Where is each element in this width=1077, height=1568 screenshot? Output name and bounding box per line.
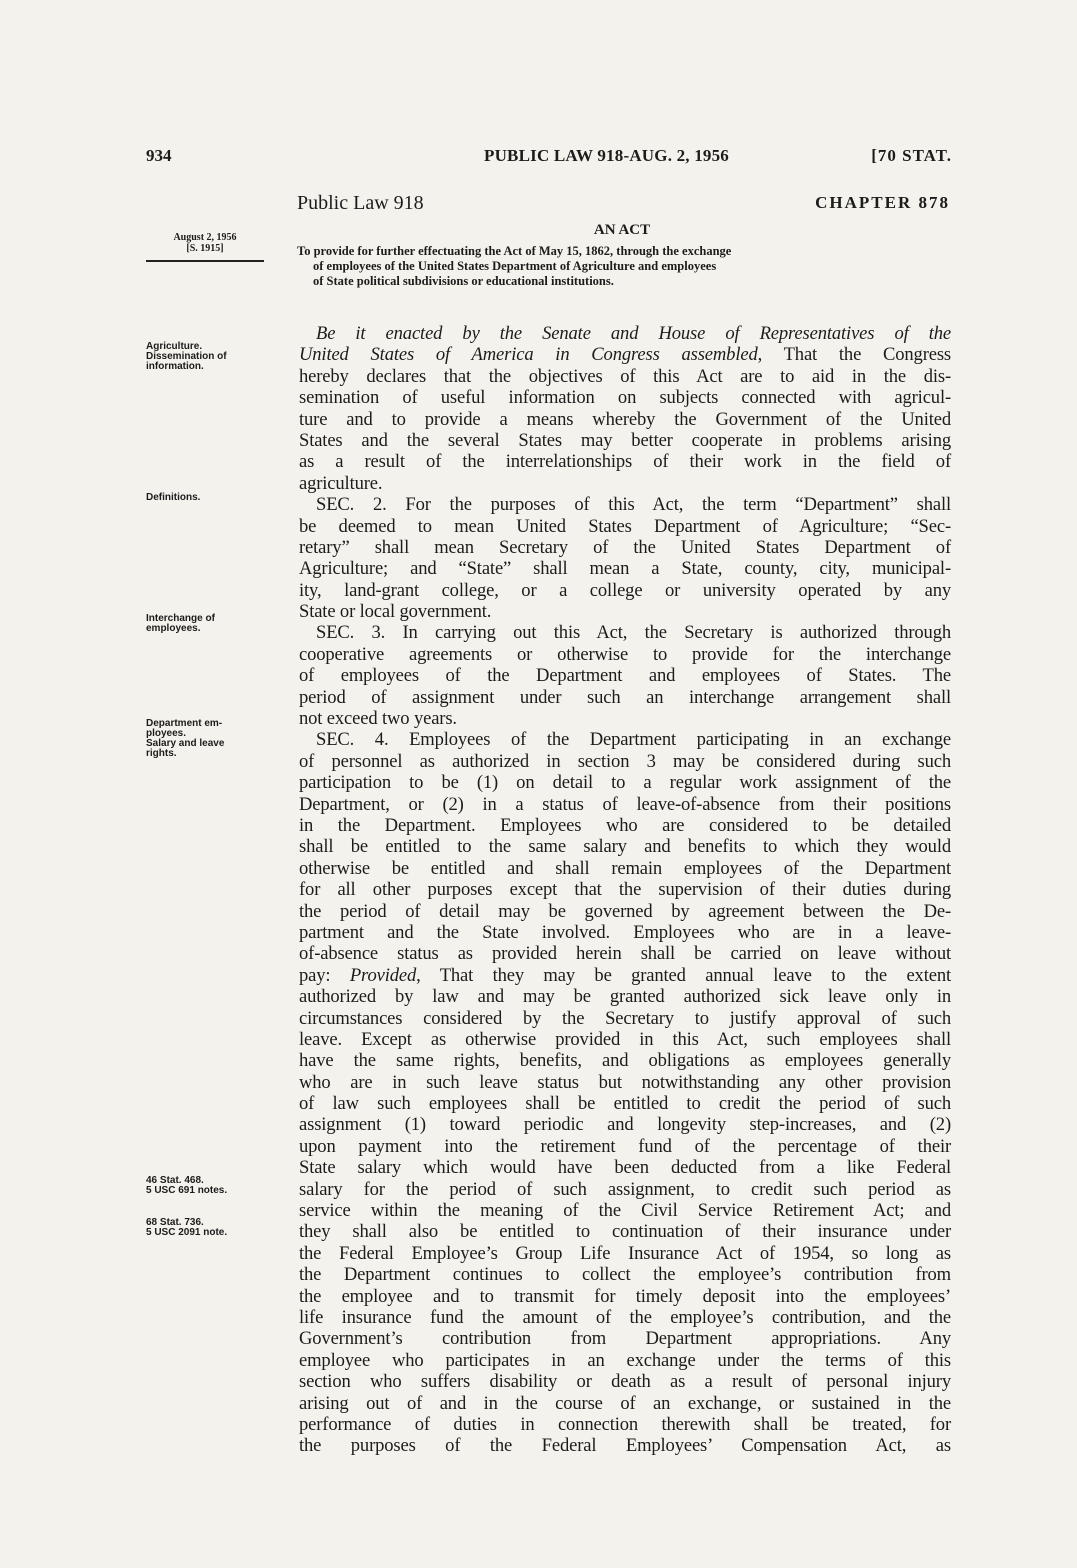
body-line: the Federal Employee’s Group Life Insurance Act of 1954, so long as (299, 1242, 951, 1264)
body-line: participation to be (1) on detail to a regular work assignment of the (299, 772, 951, 794)
body-line: the employee and to transmit for timely deposit into the employees’ (299, 1285, 951, 1307)
enactment-date: August 2, 1956 (173, 232, 237, 243)
body-line: employee who participates in an exchange under the terms of this (299, 1349, 951, 1371)
margin-note-line: 5 USC 2091 note. (146, 1227, 228, 1238)
body-line: State salary which would have been deducted from a like Federal (299, 1157, 951, 1179)
body-line: Be it enacted by the Senate and House of Representatives of the (316, 323, 951, 344)
margin-note-line: employees. (146, 623, 201, 634)
margin-note-line: Agriculture. (146, 341, 203, 352)
body-line: of employees of the Department and employees of States. The (299, 665, 951, 687)
bill-number: [S. 1915] (186, 243, 224, 254)
act-body-text (299, 323, 951, 1457)
enactment-date-block (146, 232, 264, 262)
public-law-number: Public Law 918 (297, 192, 424, 214)
margin-note-68-stat (146, 1218, 294, 1238)
body-line: performance of duties in connection therewith shall be treated, for (299, 1413, 951, 1435)
body-line: the purposes of the Federal Employees’ Compensation Act, as (299, 1435, 951, 1457)
body-line: of-absence status as provided herein shall be carried on leave without (299, 943, 951, 965)
body-line: upon payment into the retirement fund of the percentage of their (299, 1135, 951, 1157)
body-line: they shall also be entitled to continuation of their insurance under (299, 1221, 951, 1243)
margin-note-line: 68 Stat. 736. (146, 1217, 204, 1228)
margin-note-line: 5 USC 691 notes. (146, 1185, 228, 1196)
page-number: 934 (146, 146, 172, 165)
chapter-number: CHAPTER 878 (815, 193, 950, 212)
body-line: retary” shall mean Secretary of the United States Department of (299, 536, 951, 558)
body-line: salary for the period of such assignment, to credit such period as (299, 1178, 951, 1200)
body-line: States and the several States may better cooperate in problems arising (299, 429, 951, 451)
body-line: section who suffers disability or death as a result of personal injury (299, 1371, 951, 1393)
margin-note-agriculture (146, 342, 294, 372)
body-line: the period of detail may be governed by agreement between the De- (299, 900, 951, 922)
body-line: for all other purposes except that the supervision of their duties during (299, 879, 951, 901)
margin-note-department (146, 719, 294, 759)
body-line: Agriculture; and “State” shall mean a State, county, city, municipal- (299, 558, 951, 580)
body-line: ture and to provide a means whereby the Government of the United (299, 408, 951, 430)
body-line: SEC. 2. For the purposes of this Act, the term “Department” shall (316, 494, 951, 516)
margin-note-line: rights. (146, 748, 177, 759)
statute-reference: [70 STAT. (871, 146, 952, 165)
running-header (146, 146, 952, 170)
purpose-line: To provide for further effectuating the Act of May 15, 1862, through the exchange (297, 244, 732, 258)
margin-note-line: information. (146, 361, 204, 372)
margin-note-line: Salary and leave (146, 738, 225, 749)
running-title: PUBLIC LAW 918-AUG. 2, 1956 (484, 146, 729, 165)
act-purpose (297, 244, 953, 289)
body-line: semination of useful information on subjects connected with agricul- (299, 387, 951, 409)
body-line: hereby declares that the objectives of this Act are to aid in the dis- (299, 365, 951, 387)
margin-note-line: Interchange of (146, 613, 215, 624)
body-line: in the Department. Employees who are considered to be detailed (299, 814, 951, 836)
body-line: United States of America in Congress assembled, That the Congress (299, 344, 952, 366)
body-line: ity, land-grant college, or a college or university operated by any (299, 579, 951, 601)
act-label: AN ACT (593, 222, 651, 238)
margin-note-line: Dissemination of (146, 351, 227, 362)
purpose-line: of State political subdivisions or educational institutions. (313, 274, 614, 288)
body-line: arising out of and in the course of an exchange, or sustained in the (299, 1392, 951, 1414)
body-line: agriculture. (299, 472, 383, 494)
body-line: partment and the State involved. Employees who are in a leave- (299, 921, 951, 943)
body-line: circumstances considered by the Secretary to justify approval of such (299, 1007, 951, 1029)
body-line: assignment (1) toward periodic and longevity step-increases, and (2) (299, 1114, 951, 1136)
body-line: have the same rights, benefits, and obligations as employees generally (299, 1050, 951, 1072)
body-line: of personnel as authorized in section 3 may be considered during such (299, 750, 951, 772)
body-line: authorized by law and may be granted authorized sick leave only in (299, 986, 951, 1008)
body-line: SEC. 3. In carrying out this Act, the Secretary is authorized through (316, 622, 951, 644)
margin-note-46-stat (146, 1176, 294, 1196)
margin-note-definitions (146, 493, 294, 503)
body-line: of law such employees shall be entitled to credit the period of such (299, 1093, 951, 1115)
body-line: who are in such leave status but notwithstanding any other provision (299, 1071, 951, 1093)
body-line: Department, or (2) in a status of leave-of-absence from their positions (299, 793, 951, 815)
body-line: period of assignment under such an interchange arrangement shall (299, 686, 951, 708)
body-line: leave. Except as otherwise provided in this Act, such employees shall (299, 1028, 951, 1050)
body-line: not exceed two years. (299, 708, 457, 730)
body-line: State or local government. (299, 601, 492, 623)
margin-note-line: Definitions. (146, 492, 201, 503)
body-line: pay: Provided, That they may be granted annual leave to the extent (299, 964, 951, 986)
body-line: life insurance fund the amount of the employee’s contribution, and the (299, 1306, 951, 1328)
body-line: service within the meaning of the Civil Service Retirement Act; and (299, 1200, 951, 1222)
margin-note-line: ployees. (146, 728, 187, 739)
purpose-line: of employees of the United States Department of Agriculture and employees (313, 259, 717, 273)
margin-note-line: 46 Stat. 468. (146, 1175, 204, 1186)
body-line: cooperative agreements or otherwise to provide for the interchange (299, 643, 951, 665)
margin-note-interchange (146, 614, 294, 634)
body-line: shall be entitled to the same salary and benefits to which they would (299, 836, 951, 858)
body-line: be deemed to mean United States Department of Agriculture; “Sec- (299, 515, 951, 537)
body-line: Government’s contribution from Department appropriations. Any (299, 1328, 951, 1350)
body-line: as a result of the interrelationships of their work in the field of (299, 451, 951, 473)
body-line: the Department continues to collect the employee’s contribution from (299, 1264, 951, 1286)
body-line: SEC. 4. Employees of the Department participating in an exchange (316, 729, 951, 751)
margin-note-line: Department em- (146, 718, 223, 729)
body-line: otherwise be entitled and shall remain employees of the Department (299, 857, 951, 879)
